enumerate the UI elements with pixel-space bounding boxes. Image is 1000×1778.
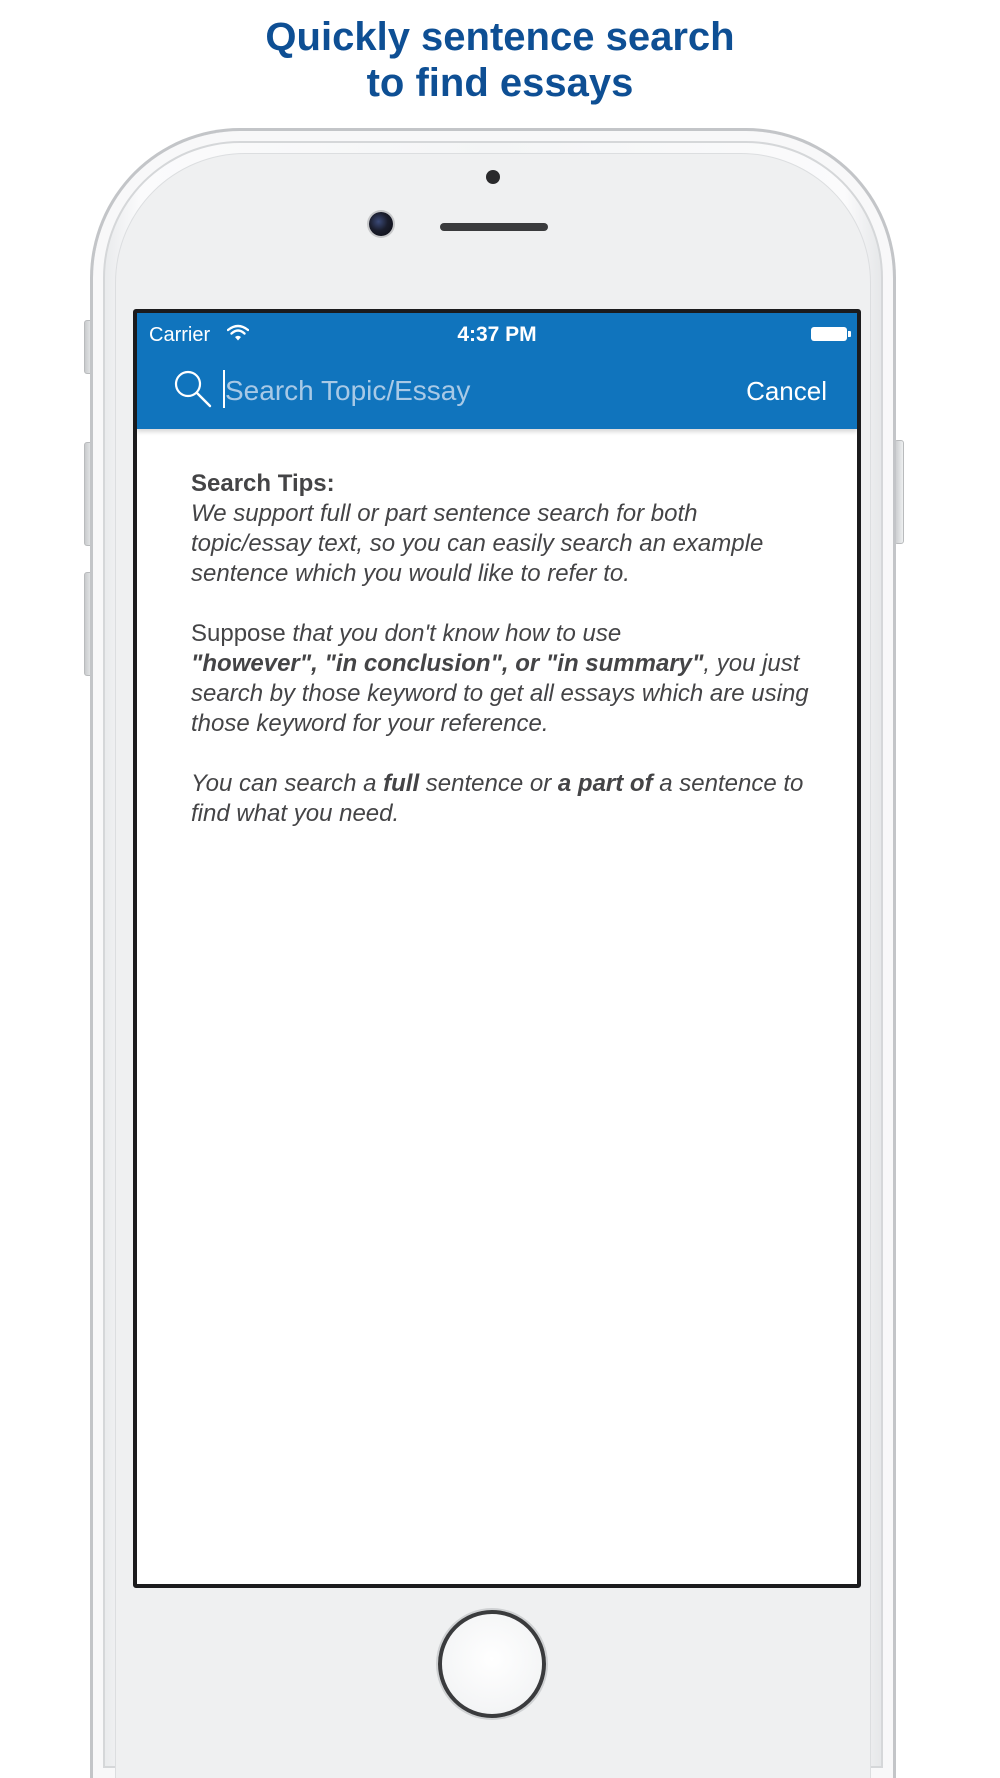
home-button[interactable] — [438, 1610, 546, 1718]
search-icon — [173, 369, 213, 414]
search-input[interactable] — [225, 369, 705, 413]
search-nav-bar — [137, 313, 857, 429]
battery-icon — [811, 327, 847, 341]
tips-p3-full: full — [383, 770, 420, 797]
tips-p2-a: Suppose — [191, 620, 293, 647]
earpiece-speaker — [440, 223, 548, 231]
search-tips-text-1: We support full or part sentence search for both topic/essay text, so you can easily search an example sentence which you would like to refer to. — [191, 500, 764, 587]
text-cursor — [223, 370, 225, 408]
tips-p3-c: a sentence to find what you need. — [191, 770, 804, 827]
headline-line1: Quickly sentence search — [265, 15, 735, 59]
search-tips-title: Search Tips: — [191, 470, 335, 497]
front-camera-icon — [369, 212, 393, 236]
cancel-button[interactable]: Cancel — [746, 376, 827, 406]
tips-p2-c: , you just search by those keyword to get all essays which are using those keyword for your reference. — [191, 650, 809, 737]
tips-p2-keywords: "however", "in conclusion", or "in summary" — [191, 650, 704, 677]
headline — [0, 14, 1000, 106]
tips-p3-a: You can search a — [191, 770, 384, 797]
search-tips-paragraph-2 — [191, 619, 811, 739]
search-tips-paragraph-3 — [191, 769, 811, 829]
proximity-sensor — [486, 170, 500, 184]
search-tips — [191, 469, 811, 859]
tips-p3-b: sentence or — [419, 770, 558, 797]
search-tips-paragraph-1 — [191, 469, 811, 589]
status-carrier: Carrier — [149, 324, 211, 346]
status-time: 4:37 PM — [457, 323, 537, 346]
phone-screen — [133, 309, 861, 1588]
tips-p3-part: a part of — [557, 770, 653, 797]
tips-p2-b: that you don't know how to use — [292, 620, 622, 647]
headline-line2: to find essays — [366, 61, 634, 105]
